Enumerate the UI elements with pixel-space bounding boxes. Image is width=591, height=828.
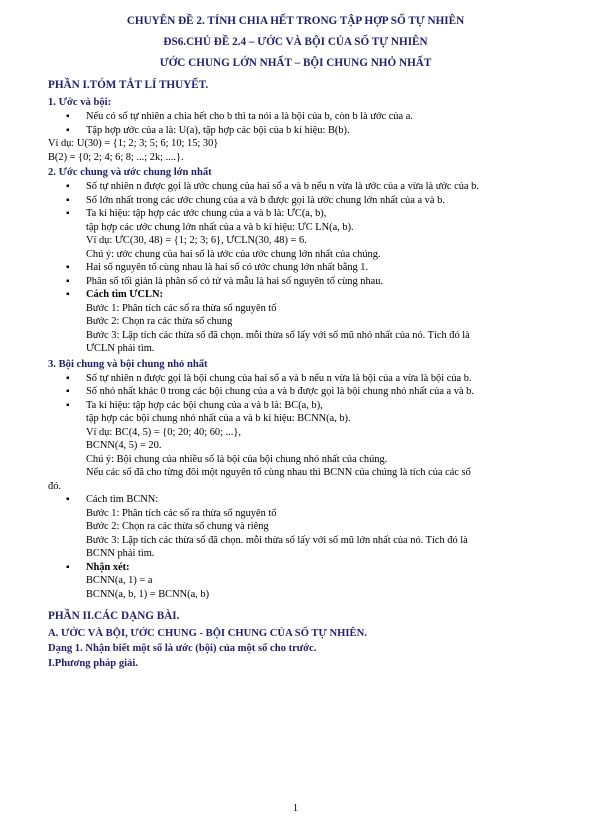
s3-remark-2: BCNN(a, b, 1) = BCNN(a, b) [86, 588, 210, 600]
s3-bullet-3-cont: tập hợp các bội chung nhỏ nhất của a và b kí hiệu: BCNN(a, b). [86, 413, 351, 424]
s3-note-2: Nếu các số đã cho từng đôi một nguyên tố cùng nhau thì BCNN của chúng là tích của các số [86, 467, 471, 478]
s3-step-3-cont: BCNN phải tìm. [86, 548, 155, 559]
dang1-heading: Dạng 1. Nhận biết một số là ước (bội) của một số cho trước. [48, 643, 317, 654]
s1-bullet-2: ▪ Tập hợp ước của a là: U(a), tập hợp các bội của b kí hiệu: B(b). [48, 124, 543, 138]
s3-bullet-1: ▪ Số tự nhiên n được gọi là bội chung của hai số a và b nếu n vừa là bội của a vừa là bội của b. [48, 372, 543, 386]
s1-example-2: B(2) = {0; 2; 4; 6; 8; ...; 2k; ....}. [48, 151, 184, 163]
s2-bullet-3-cont: tập hợp các ước chung lớn nhất của a và b kí hiệu: ƯC LN(a, b). [86, 221, 354, 233]
s3-example: Ví dụ: BC(4, 5) = {0; 20; 40; 60; ...}, [86, 426, 241, 438]
title-line-1: CHUYÊN ĐỀ 2. TÍNH CHIA HẾT TRONG TẬP HỢP SỐ TỰ NHIÊN [126, 15, 465, 27]
s1-bullet-1: ▪ Nếu có số tự nhiên a chia hết cho b thì ta nói a là bội của b, còn b là ước của a. [48, 110, 543, 124]
s3-note: Chú ý: Bội chung của nhiều số là bội của bội chung nhỏ nhất của chúng. [86, 453, 388, 465]
s2-bullet-1: ▪ Số tự nhiên n được gọi là ước chung của hai số a và b nếu n vừa là ước của a vừa là ước của b. [48, 180, 543, 194]
s2-bullet-5: ▪ Phân số tối giản là phân số có tử và mẫu là hai số nguyên tố cùng nhau. [48, 275, 543, 289]
s2-bullet-2: ▪ Số lớn nhất trong các ước chung của a và b được gọi là ước chung lớn nhất của a và b. [48, 194, 543, 208]
section3-heading: 3. Bội chung và bội chung nhỏ nhất [48, 358, 208, 370]
s3-remark-label: ▪ Nhận xét: [48, 561, 543, 575]
s3-bullet-3: ▪ Ta kí hiệu: tập hợp các bội chung của a và b là: BC(a, b), [48, 399, 543, 413]
section2-heading: 2. Ước chung và ước chung lớn nhất [48, 167, 212, 178]
s3-step-3: Bước 3: Lập tích các thừa số đã chọn. mỗi thừa số lấy với số mũ lớn nhất của nó. Tích đó là [86, 534, 468, 546]
s1-example-1: Ví dụ: U(30) = {1; 2; 3; 5; 6; 10; 15; 30} [48, 138, 219, 149]
s2-step-2: Bước 2: Chọn ra các thừa số chung [86, 316, 233, 327]
s3-step-2: Bước 2: Chọn ra các thừa số chung và riêng [86, 521, 269, 532]
page-number: 1 [292, 803, 299, 814]
s2-bullet-3: ▪ Ta kí hiệu: tập hợp các ước chung của a và b là: ƯC(a, b), [48, 207, 543, 221]
s3-find-label: ▪ Cách tìm BCNN: [48, 493, 543, 507]
part2-heading: PHẦN II.CÁC DẠNG BÀI. [48, 610, 180, 622]
s2-bullet-4: ▪ Hai số nguyên tố cùng nhau là hai số có ước chung lớn nhất bằng 1. [48, 261, 543, 275]
method-heading: I.Phương pháp giải. [48, 658, 138, 669]
section-a-heading: A. ƯỚC VÀ BỘI, ƯỚC CHUNG - BỘI CHUNG CỦA SỐ TỰ NHIÊN. [48, 628, 367, 639]
s2-example: Ví dụ: ƯC(30, 48) = {1; 2; 3; 6}, ƯCLN(30, 48) = 6. [86, 235, 307, 246]
s3-note-3: đó. [48, 480, 61, 492]
section1-heading: 1. Ước và bội: [48, 97, 112, 108]
s3-remark-1: BCNN(a, 1) = a [86, 575, 153, 586]
part1-heading: PHẦN I.TÓM TẮT LÍ THUYẾT. [48, 79, 209, 91]
title-line-2: ĐS6.CHỦ ĐỀ 2.4 – ƯỚC VÀ BỘI CỦA SỐ TỰ NHIÊN [163, 36, 428, 48]
s3-step-1: Bước 1: Phân tích các số ra thừa số nguyên tố [86, 507, 277, 519]
s3-example-2: BCNN(4, 5) = 20. [86, 440, 162, 451]
s2-step-1: Bước 1: Phân tích các số ra thừa số nguyên tố [86, 302, 277, 314]
s3-bullet-2: ▪ Số nhỏ nhất khác 0 trong các bội chung của a và b được gọi là bội chung nhỏ nhất của a và b. [48, 385, 543, 399]
s2-find-label: ▪ Cách tìm ƯCLN: [48, 288, 543, 302]
s2-step-3-cont: ƯCLN phải tìm. [86, 343, 155, 354]
s2-note: Chú ý: ước chung của hai số là ước của ước chung lớn nhất của chúng. [86, 248, 381, 260]
title-line-3: ƯỚC CHUNG LỚN NHẤT – BỘI CHUNG NHỎ NHẤT [159, 57, 432, 69]
s2-step-3: Bước 3: Lập tích các thừa số đã chọn. mỗi thừa số lấy với số mũ nhỏ nhất của nó. Tích đó là [86, 329, 470, 341]
